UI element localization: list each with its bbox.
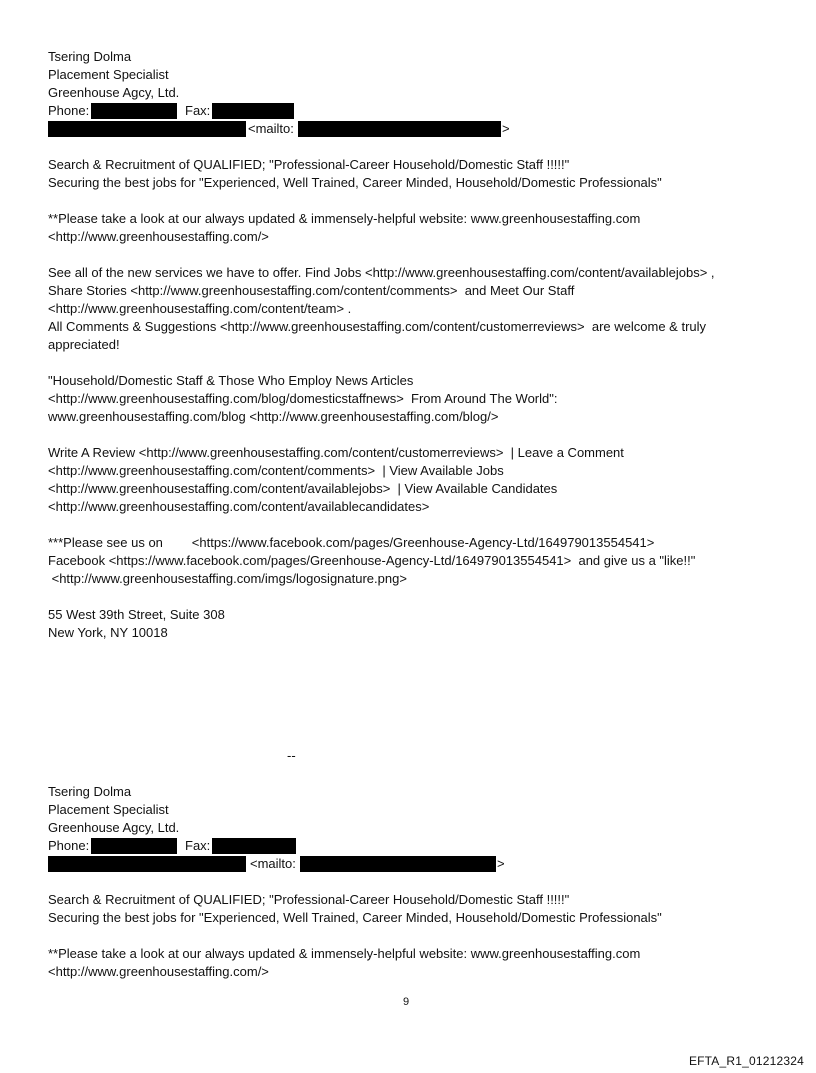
address-city: New York, NY 10018 [48, 625, 168, 640]
redaction-bar [212, 103, 294, 119]
recruitment-line: Search & Recruitment of QUALIFIED; "Professional-Career Household/Domestic Staff !!!!!" [48, 892, 570, 907]
facebook-line: Facebook <https://www.facebook.com/pages/Greenhouse-Agency-Ltd/164979013554541> and give us a "like!!" [48, 553, 696, 568]
fax-label: Fax: [185, 103, 211, 118]
document-id: EFTA_R1_01212324 [688, 1054, 804, 1068]
redaction-bar [212, 838, 296, 854]
signature-name: Tsering Dolma [48, 49, 132, 64]
website-link[interactable]: <http://www.greenhousestaffing.com/> [48, 964, 269, 979]
redaction-bar [300, 856, 496, 872]
signature-company: Greenhouse Agcy, Ltd. [48, 820, 180, 835]
website-link[interactable]: <http://www.greenhousestaffing.com/> [48, 229, 269, 244]
page-number: 9 [403, 996, 410, 1008]
fax-label: Fax: [185, 838, 211, 853]
redaction-bar [48, 121, 246, 137]
mailto-close: > [497, 856, 505, 871]
website-promo: **Please take a look at our always updated & immensely-helpful website: www.greenhousestaffing.com [48, 946, 641, 961]
review-line: <http://www.greenhousestaffing.com/content/comments> | View Available Jobs [48, 463, 504, 478]
blog-link[interactable]: www.greenhousestaffing.com/blog <http://www.greenhousestaffing.com/blog/> [48, 409, 499, 424]
comments-line: All Comments & Suggestions <http://www.greenhousestaffing.com/content/customerreviews> are welcome & truly [48, 319, 707, 334]
recruitment-line: Search & Recruitment of QUALIFIED; "Professional-Career Household/Domestic Staff !!!!!" [48, 157, 570, 172]
tagline: Securing the best jobs for "Experienced, Well Trained, Career Minded, Household/Domestic Professionals" [48, 175, 662, 190]
phone-label: Phone: [48, 838, 90, 853]
redaction-bar [91, 103, 177, 119]
signature-title: Placement Specialist [48, 67, 169, 82]
signature-name: Tsering Dolma [48, 784, 132, 799]
logo-link: <http://www.greenhousestaffing.com/imgs/logosignature.png> [48, 571, 407, 586]
mailto-close: > [502, 121, 510, 136]
signature-company: Greenhouse Agcy, Ltd. [48, 85, 180, 100]
mailto-open: <mailto: [250, 856, 296, 871]
website-promo: **Please take a look at our always updated & immensely-helpful website: www.greenhousestaffing.com [48, 211, 641, 226]
address-street: 55 West 39th Street, Suite 308 [48, 607, 225, 622]
news-line: <http://www.greenhousestaffing.com/blog/domesticstaffnews> From Around The World": [48, 391, 558, 406]
services-line: <http://www.greenhousestaffing.com/content/team> . [48, 301, 352, 316]
redaction-bar [48, 856, 246, 872]
services-line: Share Stories <http://www.greenhousestaffing.com/content/comments> and Meet Our Staff [48, 283, 575, 298]
signature-separator: -- [287, 748, 296, 763]
services-line: See all of the new services we have to offer. Find Jobs <http://www.greenhousestaffing.com/content/availablejobs> , [48, 265, 715, 280]
review-line: Write A Review <http://www.greenhousestaffing.com/content/customerreviews> | Leave a Comment [48, 445, 624, 460]
facebook-line: ***Please see us on <https://www.facebook.com/pages/Greenhouse-Agency-Ltd/164979013554541> [48, 535, 655, 550]
tagline: Securing the best jobs for "Experienced, Well Trained, Career Minded, Household/Domestic Professionals" [48, 910, 662, 925]
redaction-bar [91, 838, 177, 854]
review-line: <http://www.greenhousestaffing.com/content/availablejobs> | View Available Candidates [48, 481, 558, 496]
signature-title: Placement Specialist [48, 802, 169, 817]
redaction-bar [298, 121, 501, 137]
comments-line: appreciated! [48, 337, 120, 352]
phone-label: Phone: [48, 103, 90, 118]
news-line: "Household/Domestic Staff & Those Who Employ News Articles [48, 373, 414, 388]
review-line: <http://www.greenhousestaffing.com/content/availablecandidates> [48, 499, 430, 514]
mailto-open: <mailto: [248, 121, 294, 136]
